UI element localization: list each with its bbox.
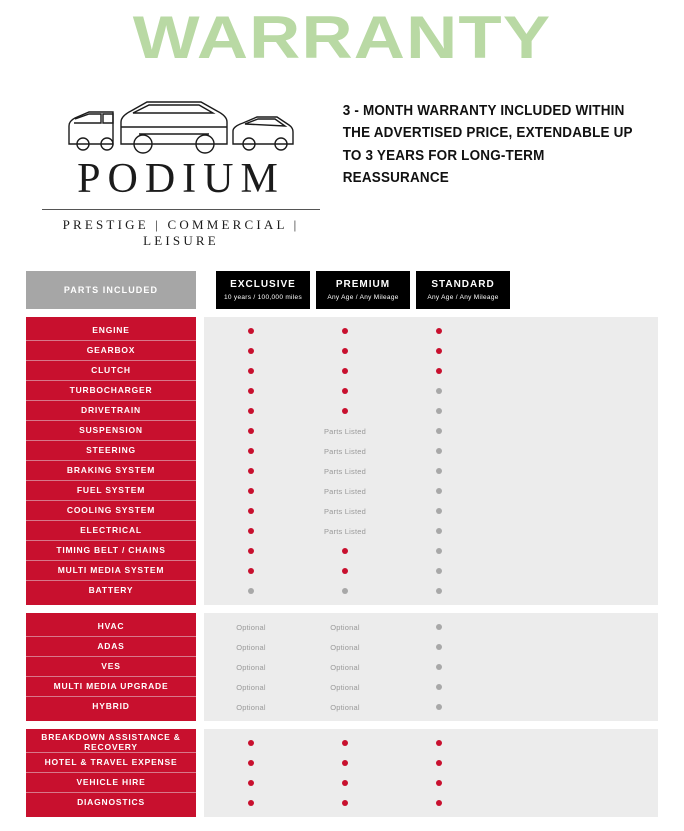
- dot-red-icon: [248, 488, 254, 494]
- table-row: [204, 773, 658, 793]
- table-section: [26, 729, 658, 817]
- header-row: [0, 68, 684, 249]
- included-dot: [204, 760, 298, 766]
- included-dot: [298, 388, 392, 394]
- included-dot: [204, 388, 298, 394]
- included-dot: [392, 760, 486, 766]
- dot-grey-icon: [248, 588, 254, 594]
- included-dot: [204, 328, 298, 334]
- cell-text: Optional: [236, 662, 266, 672]
- table-header-row: [26, 271, 658, 309]
- table-row: [204, 361, 658, 381]
- dot-red-icon: [248, 468, 254, 474]
- dot-red-icon: [342, 548, 348, 554]
- excluded-dot: [392, 704, 486, 710]
- dot-red-icon: [248, 428, 254, 434]
- excluded-dot: [392, 488, 486, 494]
- included-dot: [298, 548, 392, 554]
- row-label: DIAGNOSTICS: [77, 797, 145, 808]
- dot-grey-icon: [436, 468, 442, 474]
- included-dot: [204, 508, 298, 514]
- dot-red-icon: [342, 740, 348, 746]
- warranty-blurb: 3 - MONTH WARRANTY INCLUDED WITHIN THE ADVERTISED PRICE, EXTENDABLE UP TO 3 YEARS FOR LONG-TERM REASSURANCE: [342, 103, 633, 187]
- dot-grey-icon: [436, 448, 442, 454]
- dot-red-icon: [248, 760, 254, 766]
- section-labels: [26, 317, 196, 605]
- cell-text: Optional: [236, 642, 266, 652]
- dot-red-icon: [342, 368, 348, 374]
- table-row: [204, 441, 658, 461]
- dot-red-icon: [436, 740, 442, 746]
- cell-text: Optional: [236, 622, 266, 632]
- included-dot: [204, 468, 298, 474]
- dot-red-icon: [248, 348, 254, 354]
- excluded-dot: [298, 588, 392, 594]
- dot-red-icon: [248, 800, 254, 806]
- dot-red-icon: [248, 528, 254, 534]
- table-row: [204, 793, 658, 813]
- excluded-dot: [392, 468, 486, 474]
- included-dot: [298, 368, 392, 374]
- included-dot: [204, 408, 298, 414]
- excluded-dot: [392, 528, 486, 534]
- included-dot: [392, 780, 486, 786]
- included-dot: [298, 740, 392, 746]
- cell-text: Parts Listed: [323, 446, 366, 456]
- dot-red-icon: [342, 780, 348, 786]
- excluded-dot: [392, 408, 486, 414]
- included-dot: [204, 368, 298, 374]
- table-row: [204, 581, 658, 601]
- included-dot: [298, 348, 392, 354]
- dot-red-icon: [342, 760, 348, 766]
- included-dot: [298, 568, 392, 574]
- dot-grey-icon: [436, 408, 442, 414]
- dot-red-icon: [342, 568, 348, 574]
- dot-red-icon: [248, 548, 254, 554]
- cell-text: Parts Listed: [323, 526, 366, 536]
- cell-text: Optional: [236, 682, 266, 692]
- row-label: ELECTRICAL: [26, 521, 196, 541]
- included-dot: [204, 428, 298, 434]
- dot-grey-icon: [436, 508, 442, 514]
- dot-red-icon: [436, 780, 442, 786]
- cell-text: Parts Listed: [323, 426, 366, 436]
- row-label: MULTI MEDIA SYSTEM: [26, 561, 196, 581]
- dot-grey-icon: [436, 588, 442, 594]
- table-row: [204, 677, 658, 697]
- table-section: [26, 613, 658, 721]
- row-label: BATTERY: [88, 585, 134, 596]
- row-label: BREAKDOWN ASSISTANCE & RECOVERY: [26, 733, 196, 753]
- section-values: [204, 317, 658, 605]
- table-row: [204, 733, 658, 753]
- row-label: GEARBOX: [26, 341, 196, 361]
- dot-red-icon: [248, 368, 254, 374]
- included-dot: [204, 780, 298, 786]
- dot-red-icon: [436, 368, 442, 374]
- included-dot: [298, 800, 392, 806]
- cell-text: Optional: [330, 682, 360, 692]
- table-section: [26, 317, 658, 605]
- section-labels: [26, 729, 196, 817]
- excluded-dot: [392, 624, 486, 630]
- dot-red-icon: [248, 408, 254, 414]
- row-label: COOLING SYSTEM: [26, 501, 196, 521]
- section-values: [204, 613, 658, 721]
- dot-red-icon: [248, 388, 254, 394]
- row-label: MULTI MEDIA UPGRADE: [26, 677, 196, 697]
- column-title-exclusive: EXCLUSIVE: [230, 278, 296, 290]
- dot-red-icon: [436, 760, 442, 766]
- brand-divider: [42, 209, 320, 210]
- row-label: HVAC: [26, 617, 196, 637]
- column-title-premium: PREMIUM: [335, 278, 391, 290]
- cell-text: Parts Listed: [323, 506, 366, 516]
- excluded-dot: [392, 588, 486, 594]
- dot-grey-icon: [436, 644, 442, 650]
- included-dot: [204, 348, 298, 354]
- table-row: [204, 697, 658, 717]
- parts-included-header: PARTS INCLUDED: [26, 271, 196, 309]
- dot-grey-icon: [436, 624, 442, 630]
- included-dot: [298, 780, 392, 786]
- row-label: ADAS: [26, 637, 196, 657]
- dot-grey-icon: [436, 684, 442, 690]
- included-dot: [204, 568, 298, 574]
- row-label: ENGINE: [26, 321, 196, 341]
- brand-block: [26, 80, 326, 249]
- column-header-standard: [416, 271, 510, 309]
- included-dot: [392, 368, 486, 374]
- section-values: [204, 729, 658, 817]
- dot-red-icon: [248, 508, 254, 514]
- dot-grey-icon: [436, 428, 442, 434]
- table-row: [204, 401, 658, 421]
- row-label: STEERING: [26, 441, 196, 461]
- dot-grey-icon: [436, 528, 442, 534]
- included-dot: [392, 328, 486, 334]
- included-dot: [392, 348, 486, 354]
- excluded-dot: [392, 664, 486, 670]
- excluded-dot: [392, 388, 486, 394]
- cell-text: Optional: [330, 662, 360, 672]
- dot-red-icon: [342, 800, 348, 806]
- row-label: TURBOCHARGER: [26, 381, 196, 401]
- column-header-exclusive: [216, 271, 310, 309]
- dot-grey-icon: [436, 388, 442, 394]
- table-row: [204, 321, 658, 341]
- included-dot: [204, 528, 298, 534]
- dot-red-icon: [248, 568, 254, 574]
- table-row: [204, 521, 658, 541]
- brand-tagline: PRESTIGE | COMMERCIAL | LEISURE: [62, 217, 300, 248]
- dot-red-icon: [342, 388, 348, 394]
- dot-red-icon: [248, 328, 254, 334]
- table-row: [204, 461, 658, 481]
- brand-name: PODIUM: [77, 156, 285, 202]
- column-sub-premium: Any Age / Any Mileage: [327, 293, 399, 301]
- row-label: FUEL SYSTEM: [26, 481, 196, 501]
- excluded-dot: [392, 508, 486, 514]
- page-title: WARRANTY: [132, 4, 552, 71]
- included-dot: [298, 408, 392, 414]
- included-dot: [204, 800, 298, 806]
- included-dot: [298, 760, 392, 766]
- table-row: [204, 421, 658, 441]
- column-sub-standard: Any Age / Any Mileage: [427, 293, 499, 301]
- excluded-dot: [392, 568, 486, 574]
- excluded-dot: [392, 428, 486, 434]
- excluded-dot: [392, 684, 486, 690]
- cell-text: Optional: [330, 622, 360, 632]
- included-dot: [204, 488, 298, 494]
- included-dot: [204, 548, 298, 554]
- dot-grey-icon: [436, 548, 442, 554]
- dot-red-icon: [342, 408, 348, 414]
- column-header-premium: [316, 271, 410, 309]
- dot-grey-icon: [436, 488, 442, 494]
- dot-red-icon: [248, 780, 254, 786]
- table-row: [204, 541, 658, 561]
- table-row: [204, 637, 658, 657]
- row-label: SUSPENSION: [26, 421, 196, 441]
- dot-red-icon: [342, 328, 348, 334]
- included-dot: [392, 800, 486, 806]
- row-label: CLUTCH: [26, 361, 196, 381]
- vehicles-illustration-icon: [36, 80, 326, 156]
- row-label: DRIVETRAIN: [26, 401, 196, 421]
- dot-grey-icon: [436, 568, 442, 574]
- table-row: [204, 481, 658, 501]
- table-row: [204, 561, 658, 581]
- row-label: TIMING BELT / CHAINS: [26, 541, 196, 561]
- excluded-dot: [392, 644, 486, 650]
- row-label: HYBRID: [92, 701, 130, 712]
- table-row: [204, 753, 658, 773]
- excluded-dot: [392, 448, 486, 454]
- cell-text: Parts Listed: [323, 486, 366, 496]
- row-label: VEHICLE HIRE: [26, 773, 196, 793]
- excluded-dot: [392, 548, 486, 554]
- cell-text: Optional: [330, 702, 360, 712]
- dot-red-icon: [436, 800, 442, 806]
- dot-red-icon: [248, 448, 254, 454]
- section-labels: [26, 613, 196, 721]
- included-dot: [204, 740, 298, 746]
- dot-red-icon: [342, 348, 348, 354]
- table-row: [204, 381, 658, 401]
- dot-grey-icon: [436, 664, 442, 670]
- included-dot: [298, 328, 392, 334]
- row-label: HOTEL & TRAVEL EXPENSE: [26, 753, 196, 773]
- included-dot: [204, 448, 298, 454]
- warranty-table: [26, 271, 658, 817]
- included-dot: [392, 740, 486, 746]
- cell-text: Optional: [330, 642, 360, 652]
- dot-grey-icon: [436, 704, 442, 710]
- dot-red-icon: [436, 328, 442, 334]
- dot-red-icon: [248, 740, 254, 746]
- table-row: [204, 341, 658, 361]
- cell-text: Optional: [236, 702, 266, 712]
- excluded-dot: [204, 588, 298, 594]
- table-row: [204, 617, 658, 637]
- table-row: [204, 501, 658, 521]
- table-row: [204, 657, 658, 677]
- dot-red-icon: [436, 348, 442, 354]
- cell-text: Parts Listed: [323, 466, 366, 476]
- dot-grey-icon: [342, 588, 348, 594]
- column-title-standard: STANDARD: [431, 278, 495, 290]
- column-sub-exclusive: 10 years / 100,000 miles: [223, 293, 303, 301]
- row-label: VES: [26, 657, 196, 677]
- row-label: BRAKING SYSTEM: [26, 461, 196, 481]
